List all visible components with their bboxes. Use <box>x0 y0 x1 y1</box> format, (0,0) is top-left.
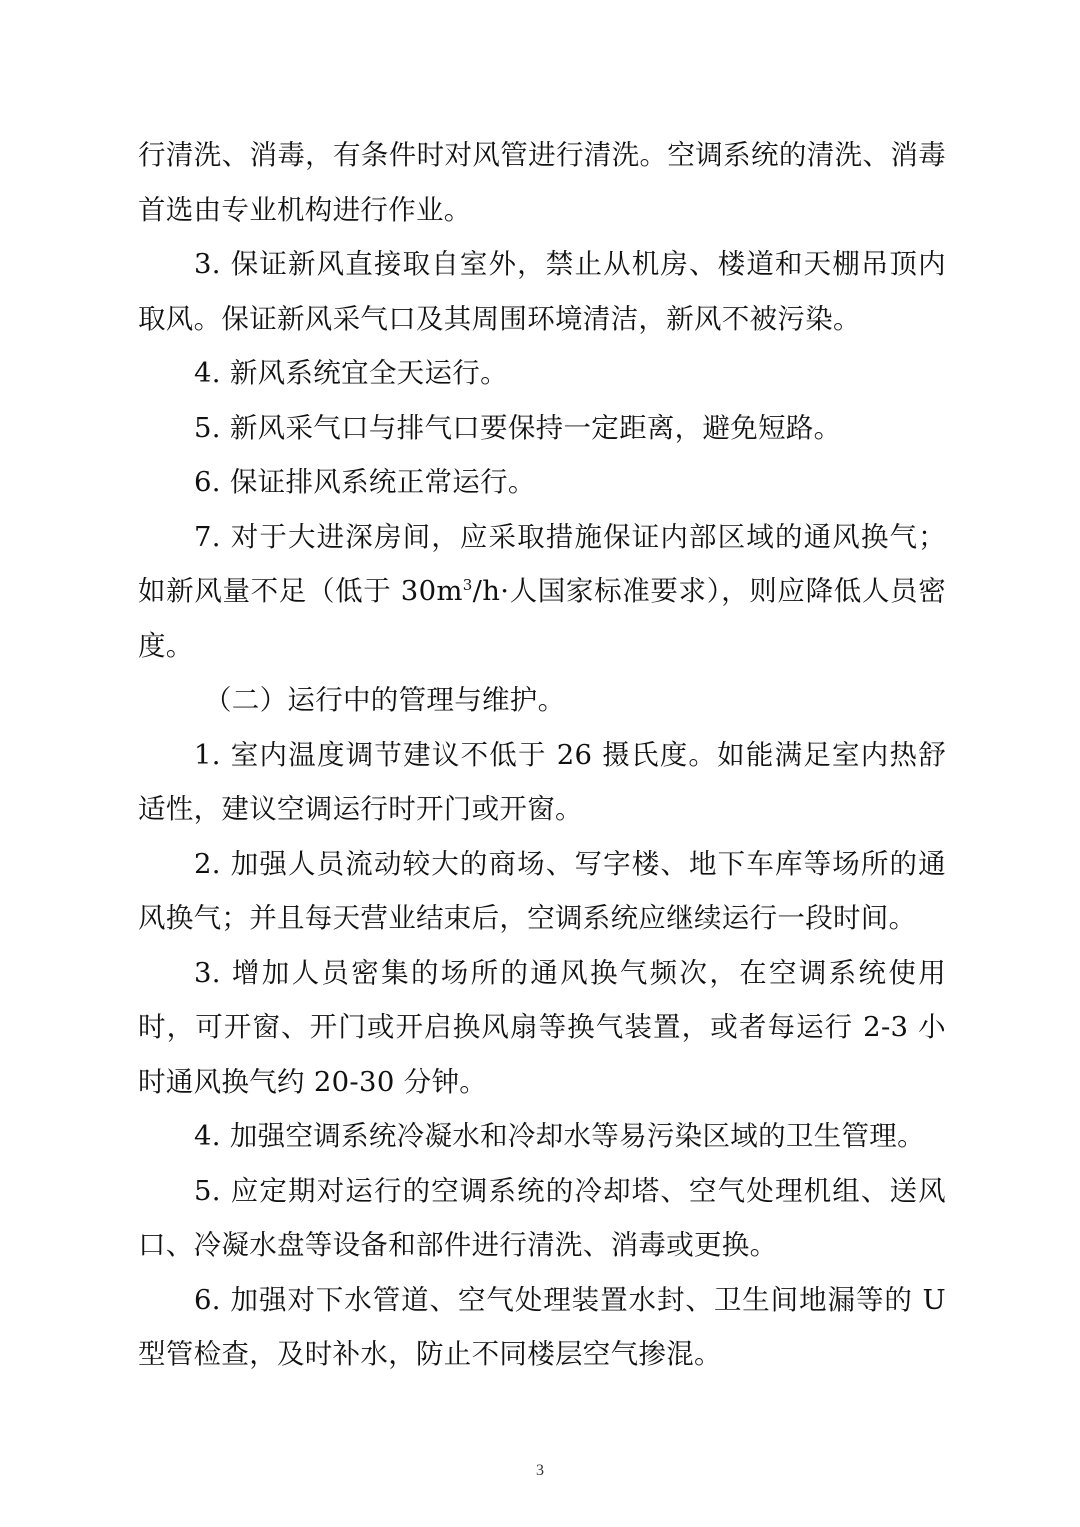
paragraph-item-6: 6. 保证排风系统正常运行。 <box>194 466 536 498</box>
paragraph-item-4: 4. 新风系统宜全天运行。 <box>194 357 508 389</box>
paragraph-item-3: 3. 保证新风直接取自室外，禁止从机房、楼道和天棚吊顶内取风。保证新风采气口及其周围环境清洁，新风不被污染。 <box>138 248 946 335</box>
maintenance-item-6: 6. 加强对下水管道、空气处理装置水封、卫生间地漏等的 U 型管检查，及时补水，防止不同楼层空气掺混。 <box>138 1283 946 1370</box>
paragraph-item-7 <box>138 510 946 674</box>
maintenance-item-2: 2. 加强人员流动较大的商场、写字楼、地下车库等场所的通风换气；并且每天营业结束后，空调系统应继续运行一段时间。 <box>138 847 946 934</box>
document-page <box>138 128 946 1382</box>
maintenance-item-5: 5. 应定期对运行的空调系统的冷却塔、空气处理机组、送风口、冷凝水盘等设备和部件进行清洗、消毒或更换。 <box>138 1174 946 1261</box>
paragraph-item-7-text-b: /h·人国家标准要求），则应降低人员密度。 <box>138 575 946 662</box>
maintenance-item-3: 3. 增加人员密集的场所的通风换气频次，在空调系统使用时，可开窗、开门或开启换风扇等换气装置，或者每运行 2-3 小时通风换气约 20-30 分钟。 <box>138 956 946 1098</box>
superscript-3: 3 <box>462 575 473 594</box>
maintenance-item-4: 4. 加强空调系统冷凝水和冷却水等易污染区域的卫生管理。 <box>194 1120 925 1152</box>
paragraph-item-7-text-a: 7. 对于大进深房间，应采取措施保证内部区域的通风换气；如新风量不足（低于 30m <box>138 520 946 607</box>
section-heading-2: （二）运行中的管理与维护。 <box>204 684 566 716</box>
paragraph-continuation: 行清洗、消毒，有条件时对风管进行清洗。空调系统的清洗、消毒首选由专业机构进行作业。 <box>138 139 946 226</box>
paragraph-item-5: 5. 新风采气口与排气口要保持一定距离，避免短路。 <box>194 411 842 444</box>
page-number: 3 <box>536 1462 544 1479</box>
maintenance-item-1: 1. 室内温度调节建议不低于 26 摄氏度。如能满足室内热舒适性，建议空调运行时开门或开窗。 <box>138 738 946 825</box>
